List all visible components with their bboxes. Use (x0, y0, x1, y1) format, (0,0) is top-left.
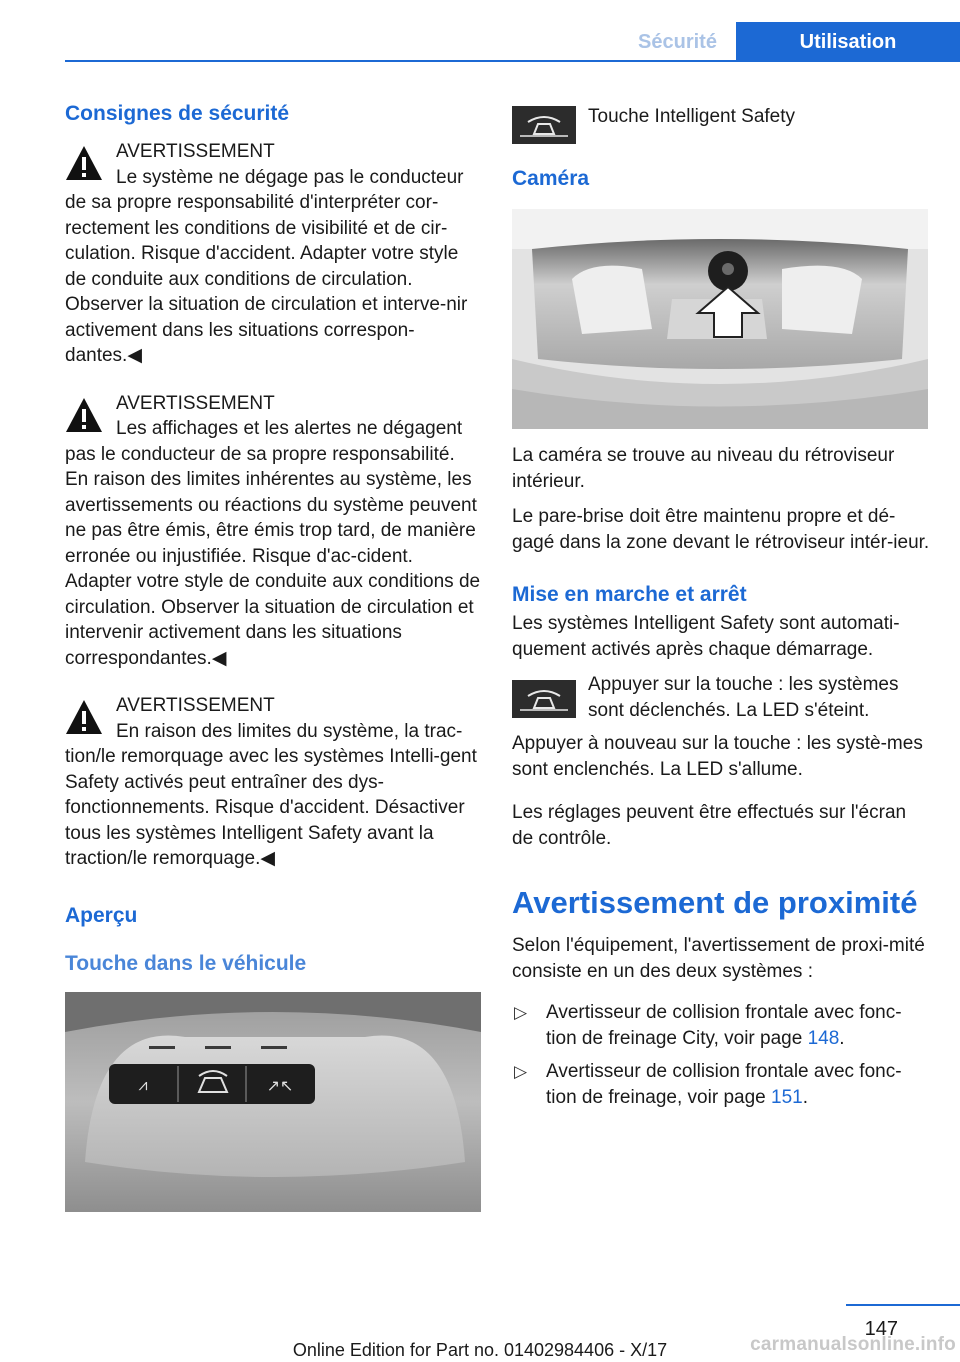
warning-body: tion/le remorquage avec les systèmes Intelli-gent Safety activés peut entraîner des dys-fonctionnements. Risque d'accident. Désactiver tous les systèmes Intelligent Safety avant la traction/le remorquage.◀ (65, 746, 477, 869)
list-item-end: . (839, 1027, 845, 1049)
warning-body: pas le conducteur de sa propre responsabilité. En raison des limites inhérentes au système, les avertissements ou réactions du système peuvent ne pas être émis, être émis trop tard, de manière erronée ou injustifiée. Risque d'ac-cident. Adapter votre style de conduite aux conditions de circulation. Observer la situation de circulation et intervenir activement dans les situations correspondantes.◀ (65, 443, 481, 669)
button-panel-illustration (65, 992, 481, 1212)
edition-text: Online Edition for Part no. 01402984406 - X/17 (292, 1340, 668, 1360)
onoff-heading: Mise en marche et arrêt (512, 583, 747, 606)
footer-rule (846, 1304, 960, 1306)
triangle-bullet-icon: ▷ (514, 1003, 528, 1022)
warning-title: AVERTISSEMENT (116, 392, 275, 414)
intelligent-safety-key-label: Touche Intelligent Safety (588, 106, 796, 127)
warning-first-line: En raison des limites du système, la trac- (116, 720, 463, 742)
proximity-heading: Avertissement de proximité (512, 885, 918, 920)
warning-block-2 (65, 391, 483, 672)
tab-utilisation[interactable]: Utilisation (736, 22, 960, 62)
button-heading: Touche dans le véhicule (65, 951, 307, 975)
list-item-text: Avertisseur de collision frontale avec fonc-tion de freinage, voir page (546, 1061, 902, 1108)
watermark: carmanualsonline.info (750, 1334, 956, 1355)
intelligent-safety-key-icon (512, 106, 576, 144)
safety-heading: Consignes de sécurité (65, 102, 290, 125)
page-link-148[interactable]: 148 (807, 1027, 840, 1049)
camera-heading: Caméra (512, 167, 590, 190)
list-item-text: Avertisseur de collision frontale avec fonc-tion de freinage City, voir page (546, 1002, 902, 1049)
tab-securite[interactable]: Sécurité (620, 22, 735, 62)
list-item (512, 1059, 930, 1110)
button-panel-photo (65, 992, 481, 1212)
proximity-paragraph: Selon l'équipement, l'avertissement de proxi-mité consiste en un des deux systèmes : (512, 935, 925, 982)
overview-heading: Aperçu (65, 903, 138, 927)
header-rule (65, 60, 960, 62)
page-link-151[interactable]: 151 (771, 1086, 803, 1108)
onoff-paragraph-2: Appuyer à nouveau sur la touche : les systè-mes sont enclenchés. La LED s'allume. (512, 733, 923, 780)
intelligent-safety-key-icon (512, 680, 576, 718)
list-item-end: . (802, 1086, 808, 1108)
warning-icon (65, 697, 103, 739)
right-column (512, 100, 930, 1110)
warning-block-1 (65, 139, 483, 369)
svg-text:↗↖: ↗↖ (266, 1075, 294, 1095)
svg-text:⩘: ⩘ (138, 1074, 148, 1094)
camera-illustration (512, 209, 928, 429)
camera-photo (512, 209, 928, 429)
triangle-bullet-icon: ▷ (514, 1062, 528, 1081)
onoff-key-text: Appuyer sur la touche : les systèmes sont déclenchés. La LED s'éteint. (588, 674, 899, 721)
intelligent-safety-key-row (512, 100, 930, 147)
warning-first-line: Le système ne dégage pas le conducteur (116, 166, 464, 188)
camera-paragraph-2: Le pare-brise doit être maintenu propre et dé-gagé dans la zone devant le rétroviseur intér-ieur. (512, 506, 930, 553)
warning-title: AVERTISSEMENT (116, 695, 275, 716)
warning-first-line: Les affichages et les alertes ne dégagent (116, 418, 463, 439)
onoff-key-row (512, 672, 930, 723)
left-column (65, 100, 483, 1212)
warning-body: de sa propre responsabilité d'interpréter cor-rectement les conditions de visibilité et de cir-culation. Risque d'accident. Adapter votre style de conduite aux conditions de circulation. Observer la situation de circulation et interve-nir activement dans les situations correspon-dantes.◀ (65, 192, 468, 366)
camera-paragraph-1: La caméra se trouve au niveau du rétroviseur intérieur. (512, 445, 895, 492)
warning-icon (65, 143, 103, 185)
warning-block-3 (65, 693, 483, 872)
onoff-paragraph-3: Les réglages peuvent être effectués sur l'écran de contrôle. (512, 802, 907, 849)
warning-title: AVERTISSEMENT (116, 141, 275, 162)
list-item (512, 1000, 930, 1051)
onoff-paragraph-1: Les systèmes Intelligent Safety sont automati-quement activés après chaque démarrage. (512, 613, 900, 660)
page-number: 147 (864, 1318, 898, 1340)
warning-icon (65, 395, 103, 437)
